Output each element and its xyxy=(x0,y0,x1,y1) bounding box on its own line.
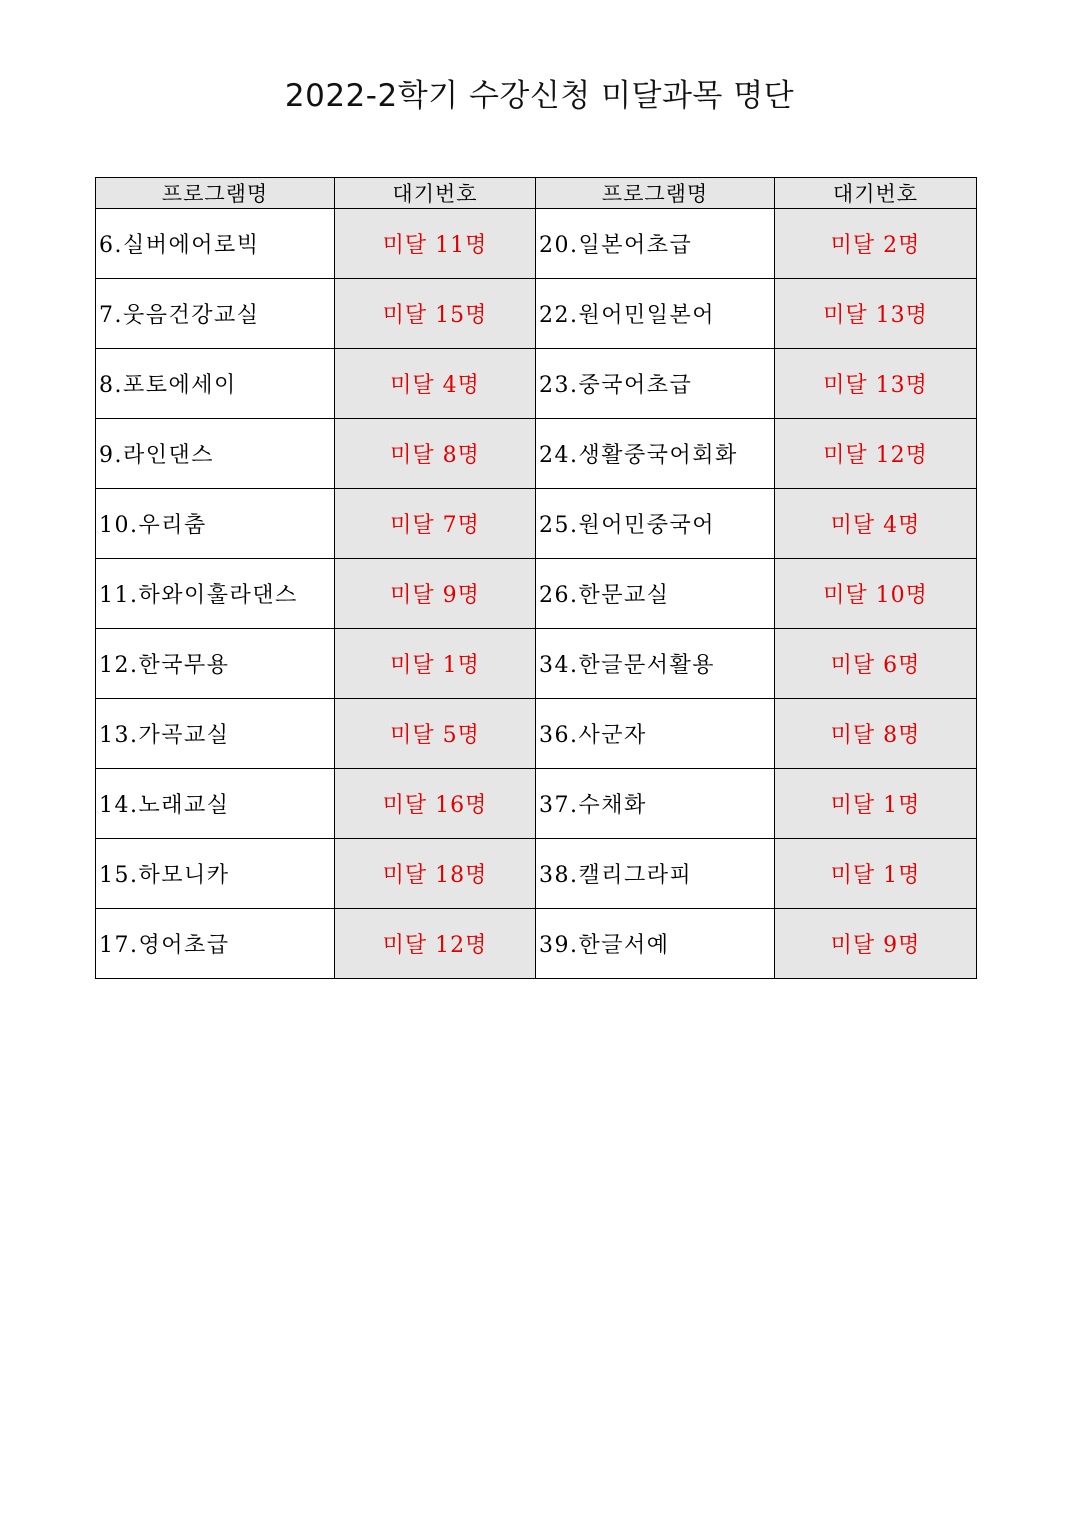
page-title: 2022-2학기 수강신청 미달과목 명단 xyxy=(284,78,795,114)
left-program-cell: 15.하모니카 xyxy=(96,839,335,909)
left-program-cell: 8.포토에세이 xyxy=(96,349,335,419)
table-row xyxy=(96,489,977,559)
right-program-cell: 22.원어민일본어 xyxy=(536,279,775,349)
table-row xyxy=(96,629,977,699)
left-program-cell: 17.영어초급 xyxy=(96,909,335,979)
left-wait-cell: 미달 7명 xyxy=(335,489,536,559)
right-wait-cell: 미달 4명 xyxy=(775,489,977,559)
right-program-cell: 39.한글서예 xyxy=(536,909,775,979)
table-row xyxy=(96,699,977,769)
table-row xyxy=(96,209,977,279)
left-wait-cell: 미달 1명 xyxy=(335,629,536,699)
table-row xyxy=(96,279,977,349)
left-wait-cell: 미달 12명 xyxy=(335,909,536,979)
right-wait-cell: 미달 12명 xyxy=(775,419,977,489)
left-wait-cell: 미달 5명 xyxy=(335,699,536,769)
left-program-cell: 14.노래교실 xyxy=(96,769,335,839)
left-program-cell: 13.가곡교실 xyxy=(96,699,335,769)
table-row xyxy=(96,909,977,979)
header-wait-number-left: 대기번호 xyxy=(335,178,536,209)
right-wait-cell: 미달 9명 xyxy=(775,909,977,979)
left-wait-cell: 미달 15명 xyxy=(335,279,536,349)
right-program-cell: 36.사군자 xyxy=(536,699,775,769)
left-wait-cell: 미달 11명 xyxy=(335,209,536,279)
right-program-cell: 25.원어민중국어 xyxy=(536,489,775,559)
right-wait-cell: 미달 6명 xyxy=(775,629,977,699)
right-wait-cell: 미달 13명 xyxy=(775,349,977,419)
right-wait-cell: 미달 1명 xyxy=(775,839,977,909)
right-wait-cell: 미달 10명 xyxy=(775,559,977,629)
right-wait-cell: 미달 1명 xyxy=(775,769,977,839)
right-wait-cell: 미달 8명 xyxy=(775,699,977,769)
header-wait-number-right: 대기번호 xyxy=(775,178,977,209)
left-program-cell: 11.하와이훌라댄스 xyxy=(96,559,335,629)
left-wait-cell: 미달 4명 xyxy=(335,349,536,419)
header-program-name-right: 프로그램명 xyxy=(536,178,775,209)
table-row xyxy=(96,839,977,909)
table-header-row xyxy=(96,178,977,209)
right-program-cell: 26.한문교실 xyxy=(536,559,775,629)
right-program-cell: 20.일본어초급 xyxy=(536,209,775,279)
table-row xyxy=(96,769,977,839)
left-wait-cell: 미달 8명 xyxy=(335,419,536,489)
right-wait-cell: 미달 2명 xyxy=(775,209,977,279)
right-program-cell: 23.중국어초급 xyxy=(536,349,775,419)
table-row xyxy=(96,419,977,489)
right-program-cell: 34.한글문서활용 xyxy=(536,629,775,699)
left-program-cell: 6.실버에어로빅 xyxy=(96,209,335,279)
left-wait-cell: 미달 16명 xyxy=(335,769,536,839)
right-program-cell: 37.수채화 xyxy=(536,769,775,839)
header-program-name-left: 프로그램명 xyxy=(96,178,335,209)
shortfall-table xyxy=(95,177,977,979)
left-program-cell: 9.라인댄스 xyxy=(96,419,335,489)
left-program-cell: 10.우리춤 xyxy=(96,489,335,559)
table-row xyxy=(96,559,977,629)
left-program-cell: 12.한국무용 xyxy=(96,629,335,699)
right-program-cell: 38.캘리그라피 xyxy=(536,839,775,909)
left-program-cell: 7.웃음건강교실 xyxy=(96,279,335,349)
table-row xyxy=(96,349,977,419)
left-wait-cell: 미달 9명 xyxy=(335,559,536,629)
left-wait-cell: 미달 18명 xyxy=(335,839,536,909)
right-program-cell: 24.생활중국어회화 xyxy=(536,419,775,489)
right-wait-cell: 미달 13명 xyxy=(775,279,977,349)
